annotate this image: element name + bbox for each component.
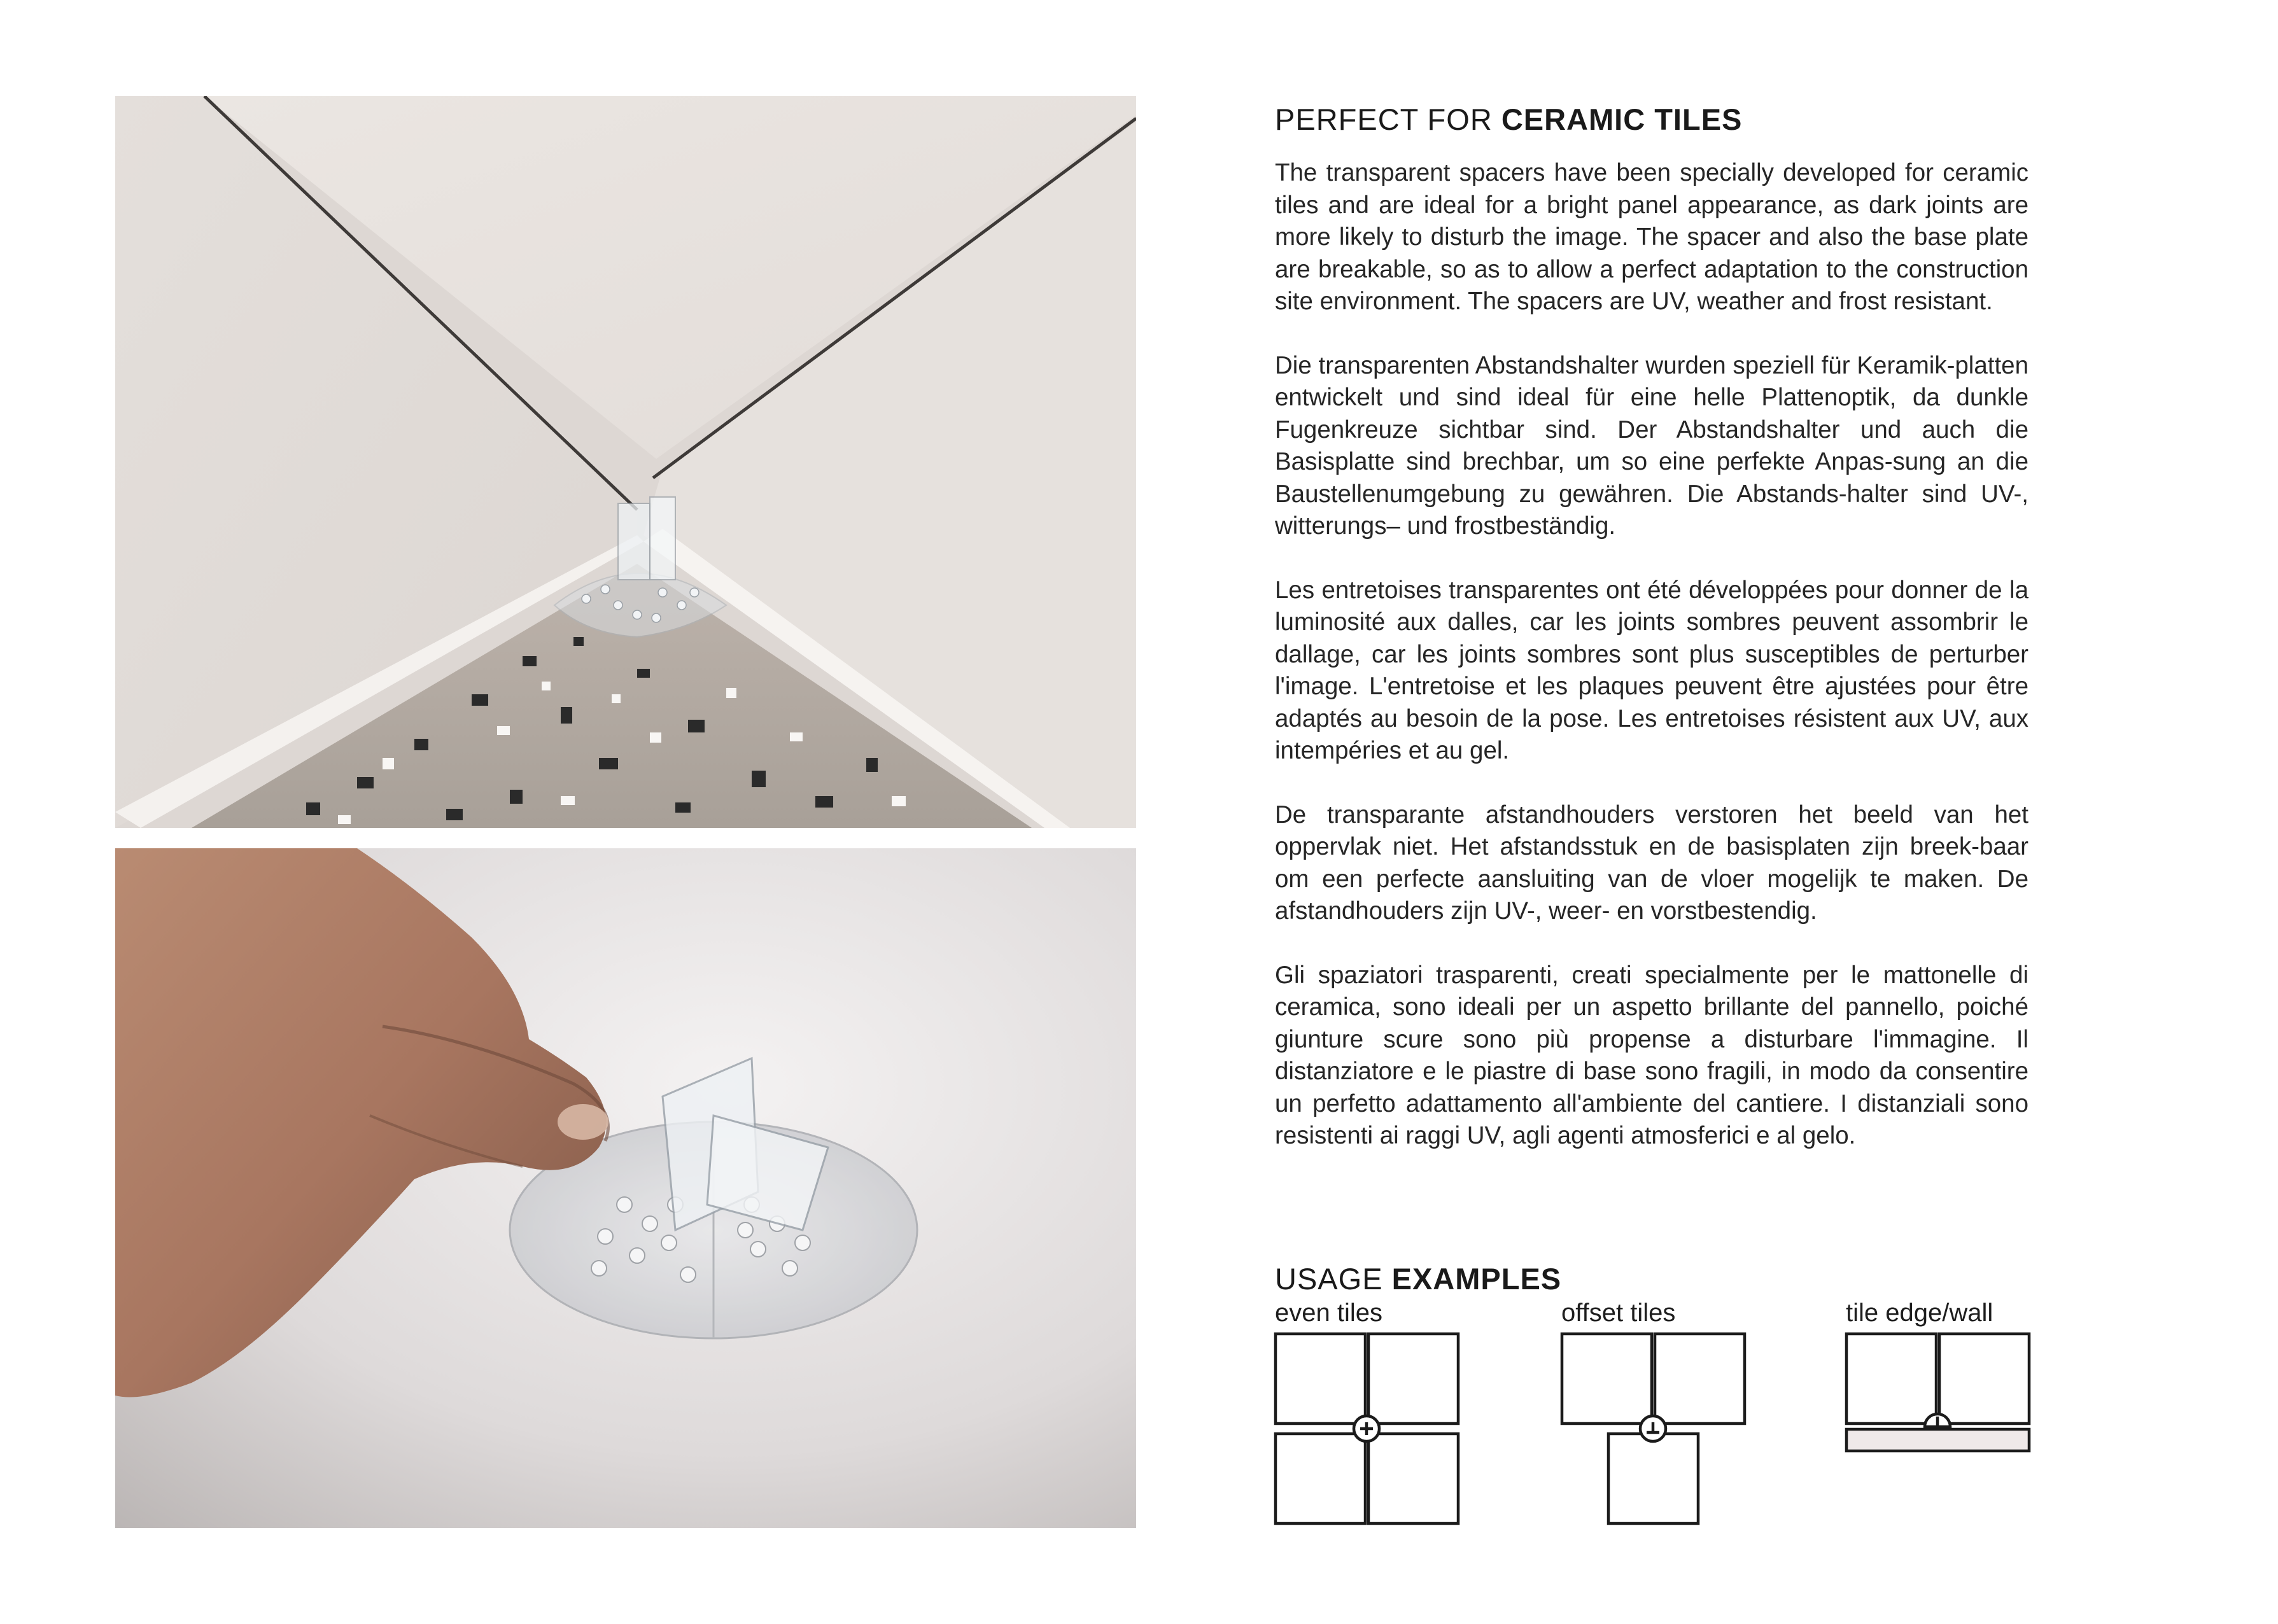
- section-title-light: PERFECT FOR: [1275, 102, 1501, 136]
- even-tiles-diagram: [1274, 1332, 1465, 1529]
- usage-title-bold: EXAMPLES: [1391, 1262, 1562, 1296]
- paragraph-german: Die transparenten Abstandshalter wurden speziell für Keramik-platten entwickelt und sind ideal für eine helle Plattenoptik, da dunkle Fugenkreuze sichtbar sind. Der Abstandshalter und auch die Basisplatte sind brechbar, um so eine perfekte Anpas-sung an die Baustellenumgebung zu gewähren. Die Abstands-halter sind UV-, witterungs– und frostbeständig.: [1275, 351, 2028, 540]
- section-title-bold: CERAMIC TILES: [1501, 102, 1743, 136]
- paragraph-dutch: De transparante afstandhouders verstoren het beeld van het oppervlak niet. Het afstandsstuk en de basisplaten zijn breek-baar om een perfecte aansluiting van de vloer mogelijk te maken. De afstandhouders zijn UV-, weer- en vorstbestendig.: [1275, 801, 2028, 925]
- tile-spacer-photo: [115, 96, 1136, 828]
- offset-tiles-diagram: [1560, 1332, 1751, 1529]
- tile-edge-wall-diagram: [1845, 1332, 2035, 1459]
- paragraph-italian: Gli spaziatori trasparenti, creati specialmente per le mattonelle di ceramica, sono ideali per un aspetto brillante del pannello, poiché giunture scure sono più propense a disturbare l'immagine. Il distanziatore e le piastre di base sono fragili, in modo da consentire un perfetto adattamento all'ambiente del cantiere. I distanziali sono resistenti ai raggi UV, agli agenti atmosferici e al gelo.: [1275, 961, 2028, 1149]
- description-text: [1275, 157, 2028, 1184]
- tile-edge-wall-label: tile edge/wall: [1846, 1299, 1993, 1327]
- hand-spacer-photo: [115, 848, 1136, 1528]
- section-title: [1275, 104, 2028, 134]
- usage-title-light: USAGE: [1275, 1262, 1392, 1296]
- offset-tiles-label: offset tiles: [1561, 1299, 1676, 1327]
- paragraph-french: Les entretoises transparentes ont été développées pour donner de la luminosité aux dalles, car les joints sombres peuvent assombrir le dallage, car les joints sombres sont plus susceptibles de perturber l'image. L'entretoise et les plaques peuvent être ajustées pour être adaptés au besoin de la pose. Les entretoises résistent aux UV, aux intempéries et au gel.: [1275, 576, 2028, 764]
- usage-title: [1275, 1264, 2028, 1294]
- even-tiles-label: even tiles: [1275, 1299, 1382, 1327]
- paragraph-english: The transparent spacers have been specially developed for ceramic tiles and are ideal for a bright panel appearance, as dark joints are more likely to disturb the image. The spacer and also the base plate are breakable, so as to allow a perfect adaptation to the construction site environment. The spacers are UV, weather and frost resistant.: [1275, 159, 2028, 315]
